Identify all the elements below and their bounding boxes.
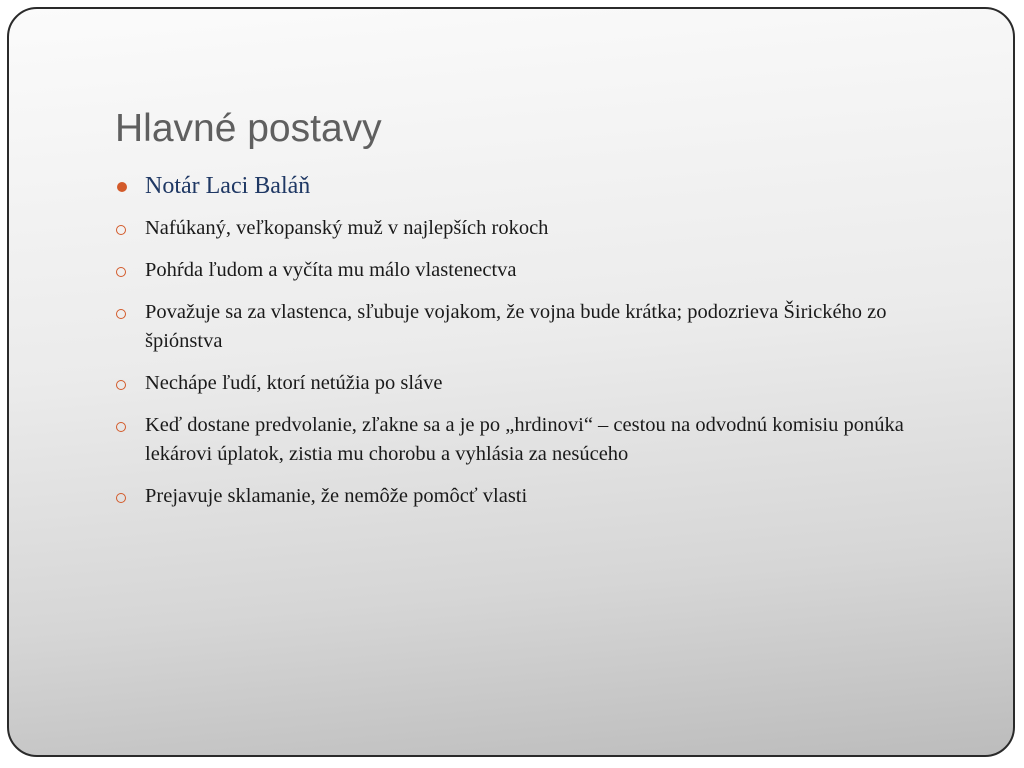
list-item-text: Keď dostane predvolanie, zľakne sa a je po „hrdinovi“ – cestou na odvodnú komisiu ponúka lekárovi úplatok, zistia mu chorobu a vyhlásia za nesúceho [145, 414, 904, 465]
list-item [115, 369, 945, 398]
hollow-circle-bullet-icon [116, 267, 126, 277]
list-item [115, 411, 945, 469]
list-item [115, 298, 945, 356]
main-bullet-item [115, 171, 945, 201]
slide [7, 7, 1015, 757]
hollow-circle-bullet-icon [116, 493, 126, 503]
sub-bullet-list [115, 214, 945, 511]
list-item [115, 214, 945, 243]
hollow-circle-bullet-icon [116, 309, 126, 319]
list-item [115, 256, 945, 285]
list-item-text: Nafúkaný, veľkopanský muž v najlepších rokoch [145, 217, 549, 239]
list-item-text: Považuje sa za vlastenca, sľubuje vojakom, že vojna bude krátka; podozrieva Širického zo špiónstva [145, 301, 887, 352]
list-item-text: Pohŕda ľudom a vyčíta mu málo vlastenectva [145, 259, 517, 281]
hollow-circle-bullet-icon [116, 422, 126, 432]
main-bullet-text: Notár Laci Baláň [145, 173, 311, 199]
hollow-circle-bullet-icon [116, 225, 126, 235]
list-item-text: Nechápe ľudí, ktorí netúžia po sláve [145, 372, 443, 394]
hollow-circle-bullet-icon [116, 380, 126, 390]
list-item [115, 482, 945, 511]
filled-circle-bullet-icon [117, 182, 127, 192]
slide-title: Hlavné postavy [115, 107, 382, 150]
slide-content [115, 171, 945, 524]
list-item-text: Prejavuje sklamanie, že nemôže pomôcť vlasti [145, 485, 528, 507]
